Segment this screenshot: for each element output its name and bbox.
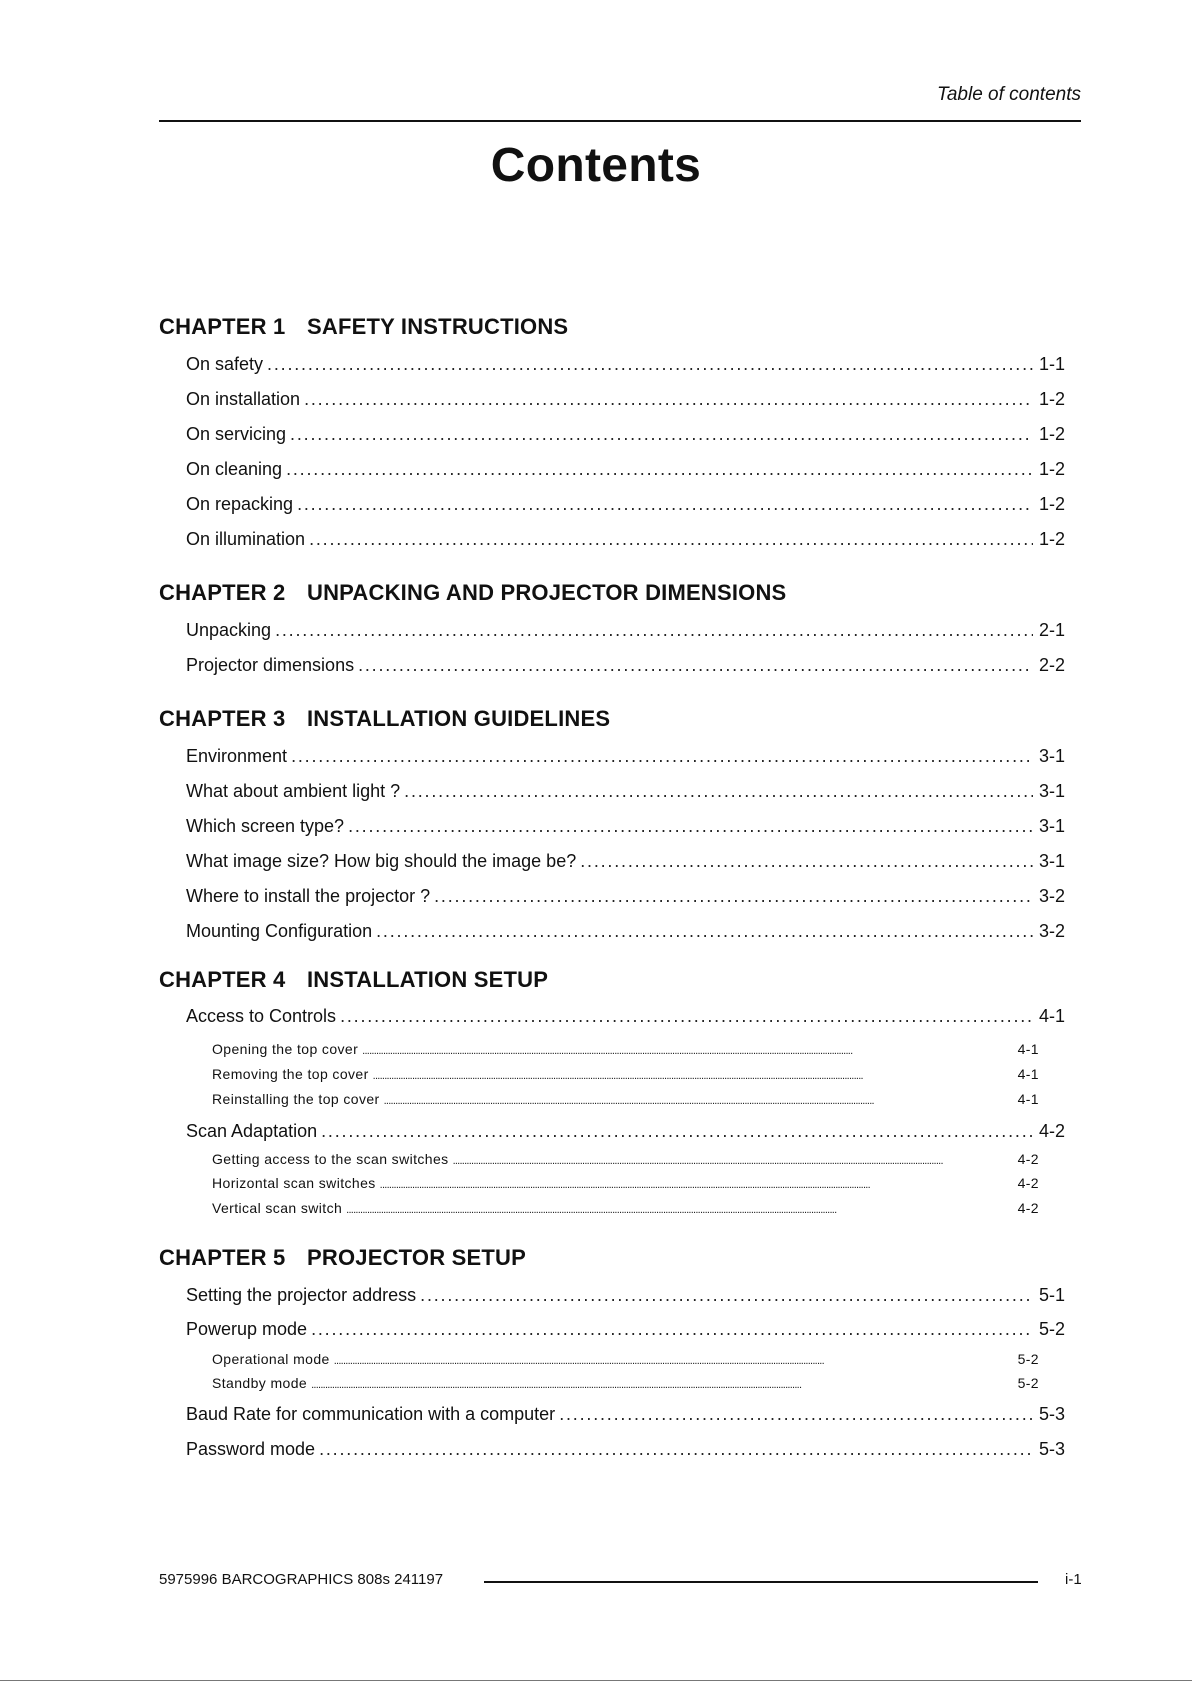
toc-entry-label: What image size? How big should the image be? <box>186 851 577 871</box>
chapter-title: PROJECTOR SETUP <box>307 1245 526 1270</box>
dot-leader <box>380 1175 1012 1191</box>
chapter-number: CHAPTER 5 <box>159 1245 286 1270</box>
toc-entry-label: On repacking <box>186 494 294 514</box>
toc-entry-page: 5-2 <box>1038 1319 1065 1339</box>
toc-entry[interactable] <box>186 921 1065 942</box>
toc-entry-page: 1-2 <box>1038 529 1065 549</box>
toc-entry[interactable] <box>186 354 1065 375</box>
dot-leader <box>384 1091 1012 1107</box>
dot-leader <box>267 354 1033 375</box>
chapter-title: INSTALLATION GUIDELINES <box>307 706 611 731</box>
dot-leader <box>321 1121 1033 1142</box>
toc-entry-page: 2-2 <box>1038 655 1065 675</box>
dot-leader <box>290 424 1033 445</box>
toc-subentry-page: 4-2 <box>1017 1175 1039 1191</box>
chapter-heading-4 <box>159 967 548 993</box>
toc-subentry-label: Removing the top cover <box>212 1066 369 1082</box>
toc-entry-page: 4-1 <box>1038 1006 1065 1026</box>
header-title: Table of contents <box>936 84 1081 105</box>
toc-entry-page: 5-3 <box>1038 1404 1065 1424</box>
toc-entry-label: On safety <box>186 354 264 374</box>
toc-entry[interactable] <box>186 1319 1065 1340</box>
toc-entry-label: Powerup mode <box>186 1319 308 1339</box>
toc-entry[interactable] <box>186 1285 1065 1306</box>
toc-entry-label: Unpacking <box>186 620 272 640</box>
toc-entry-label: On servicing <box>186 424 287 444</box>
toc-subentry[interactable] <box>212 1041 1039 1057</box>
toc-entry[interactable] <box>186 424 1065 445</box>
toc-entry-page: 1-2 <box>1038 389 1065 409</box>
toc-entry-page: 5-3 <box>1038 1439 1065 1459</box>
dot-leader <box>311 1319 1033 1340</box>
toc-entry[interactable] <box>186 1006 1065 1027</box>
dot-leader <box>404 781 1033 802</box>
toc-entry[interactable] <box>186 851 1065 872</box>
toc-entry-page: 1-2 <box>1038 494 1065 514</box>
toc-entry-label: Mounting Configuration <box>186 921 373 941</box>
toc-entry-label: On cleaning <box>186 459 283 479</box>
dot-leader <box>340 1006 1033 1027</box>
dot-leader <box>291 746 1033 767</box>
toc-entry-page: 1-1 <box>1038 354 1065 374</box>
toc-entry-label: On illumination <box>186 529 306 549</box>
chapter-heading-3 <box>159 706 610 732</box>
toc-entry-label: Environment <box>186 746 288 766</box>
chapter-title: INSTALLATION SETUP <box>307 967 549 992</box>
toc-entry-label: Access to Controls <box>186 1006 337 1026</box>
toc-entry[interactable] <box>186 494 1065 515</box>
dot-leader <box>319 1439 1033 1460</box>
toc-entry-page: 1-2 <box>1038 424 1065 444</box>
toc-entry[interactable] <box>186 781 1065 802</box>
dot-leader <box>362 1041 1011 1057</box>
footer-page-number: i-1 <box>1065 1571 1082 1588</box>
toc-subentry-page: 5-2 <box>1017 1375 1039 1391</box>
dot-leader <box>358 655 1033 676</box>
toc-entry[interactable] <box>186 746 1065 767</box>
toc-subentry-page: 4-1 <box>1017 1041 1039 1057</box>
footer-document-id: 5975996 BARCOGRAPHICS 808s 241197 <box>159 1571 444 1588</box>
toc-entry-page: 5-1 <box>1038 1285 1065 1305</box>
toc-entry-label: Projector dimensions <box>186 655 355 675</box>
dot-leader <box>297 494 1033 515</box>
toc-subentry[interactable] <box>212 1200 1039 1216</box>
toc-subentry-page: 4-1 <box>1017 1091 1039 1107</box>
toc-subentry[interactable] <box>212 1066 1039 1082</box>
dot-leader <box>286 459 1033 480</box>
dot-leader <box>334 1351 1012 1367</box>
dot-leader <box>420 1285 1033 1306</box>
dot-leader <box>434 886 1033 907</box>
chapter-title: UNPACKING AND PROJECTOR DIMENSIONS <box>307 580 787 605</box>
toc-entry-page: 4-2 <box>1038 1121 1065 1141</box>
header-rule <box>159 120 1081 122</box>
chapter-heading-5 <box>159 1245 526 1271</box>
chapter-number: CHAPTER 2 <box>159 580 286 605</box>
toc-subentry-label: Getting access to the scan switches <box>212 1151 449 1167</box>
chapter-number: CHAPTER 3 <box>159 706 286 731</box>
toc-entry[interactable] <box>186 1439 1065 1460</box>
page-title: Contents <box>490 139 702 192</box>
toc-subentry-label: Horizontal scan switches <box>212 1175 376 1191</box>
dot-leader <box>580 851 1033 872</box>
toc-subentry-label: Reinstalling the top cover <box>212 1091 380 1107</box>
toc-subentry[interactable] <box>212 1091 1039 1107</box>
toc-entry[interactable] <box>186 1121 1065 1142</box>
toc-entry-page: 2-1 <box>1038 620 1065 640</box>
chapter-number: CHAPTER 4 <box>159 967 286 992</box>
toc-subentry[interactable] <box>212 1175 1039 1191</box>
dot-leader <box>311 1375 1011 1391</box>
dot-leader <box>275 620 1033 641</box>
toc-entry[interactable] <box>186 886 1065 907</box>
chapter-heading-1 <box>159 314 568 340</box>
toc-entry-page: 3-1 <box>1038 746 1065 766</box>
toc-entry-label: On installation <box>186 389 301 409</box>
toc-entry-page: 1-2 <box>1038 459 1065 479</box>
toc-entry-page: 3-2 <box>1038 921 1065 941</box>
toc-entry-label: What about ambient light ? <box>186 781 401 801</box>
toc-subentry[interactable] <box>212 1351 1039 1367</box>
dot-leader <box>453 1151 1012 1167</box>
toc-entry-label: Scan Adaptation <box>186 1121 318 1141</box>
toc-entry[interactable] <box>186 529 1065 550</box>
toc-entry-label: Password mode <box>186 1439 316 1459</box>
toc-entry[interactable] <box>186 1404 1065 1425</box>
toc-entry-label: Baud Rate for communication with a computer <box>186 1404 556 1424</box>
toc-entry-label: Where to install the projector ? <box>186 886 431 906</box>
dot-leader <box>346 1200 1011 1216</box>
toc-entry-label: Setting the projector address <box>186 1285 417 1305</box>
footer-rule <box>484 1581 1038 1583</box>
chapter-title: SAFETY INSTRUCTIONS <box>307 314 569 339</box>
toc-subentry[interactable] <box>212 1151 1039 1167</box>
toc-subentry-page: 4-2 <box>1017 1151 1039 1167</box>
dot-leader <box>559 1404 1033 1425</box>
toc-subentry-page: 5-2 <box>1017 1351 1039 1367</box>
toc-entry-label: Which screen type? <box>186 816 345 836</box>
toc-subentry-page: 4-1 <box>1017 1066 1039 1082</box>
dot-leader <box>376 921 1033 942</box>
toc-entry-page: 3-2 <box>1038 886 1065 906</box>
dot-leader <box>304 389 1033 410</box>
chapter-number: CHAPTER 1 <box>159 314 286 339</box>
toc-entry[interactable] <box>186 620 1065 641</box>
toc-entry[interactable] <box>186 389 1065 410</box>
toc-subentry-label: Vertical scan switch <box>212 1200 343 1216</box>
toc-entry-page: 3-1 <box>1038 781 1065 801</box>
toc-subentry-label: Operational mode <box>212 1351 330 1367</box>
toc-subentry-label: Standby mode <box>212 1375 308 1391</box>
toc-entry-page: 3-1 <box>1038 851 1065 871</box>
toc-subentry-label: Opening the top cover <box>212 1041 359 1057</box>
chapter-heading-2 <box>159 580 786 606</box>
toc-subentry[interactable] <box>212 1375 1039 1391</box>
page-edge-line <box>0 1680 1192 1681</box>
dot-leader <box>348 816 1033 837</box>
toc-entry[interactable] <box>186 816 1065 837</box>
toc-entry[interactable] <box>186 459 1065 480</box>
toc-subentry-page: 4-2 <box>1017 1200 1039 1216</box>
toc-entry[interactable] <box>186 655 1065 676</box>
toc-entry-page: 3-1 <box>1038 816 1065 836</box>
dot-leader <box>309 529 1033 550</box>
dot-leader <box>373 1066 1012 1082</box>
